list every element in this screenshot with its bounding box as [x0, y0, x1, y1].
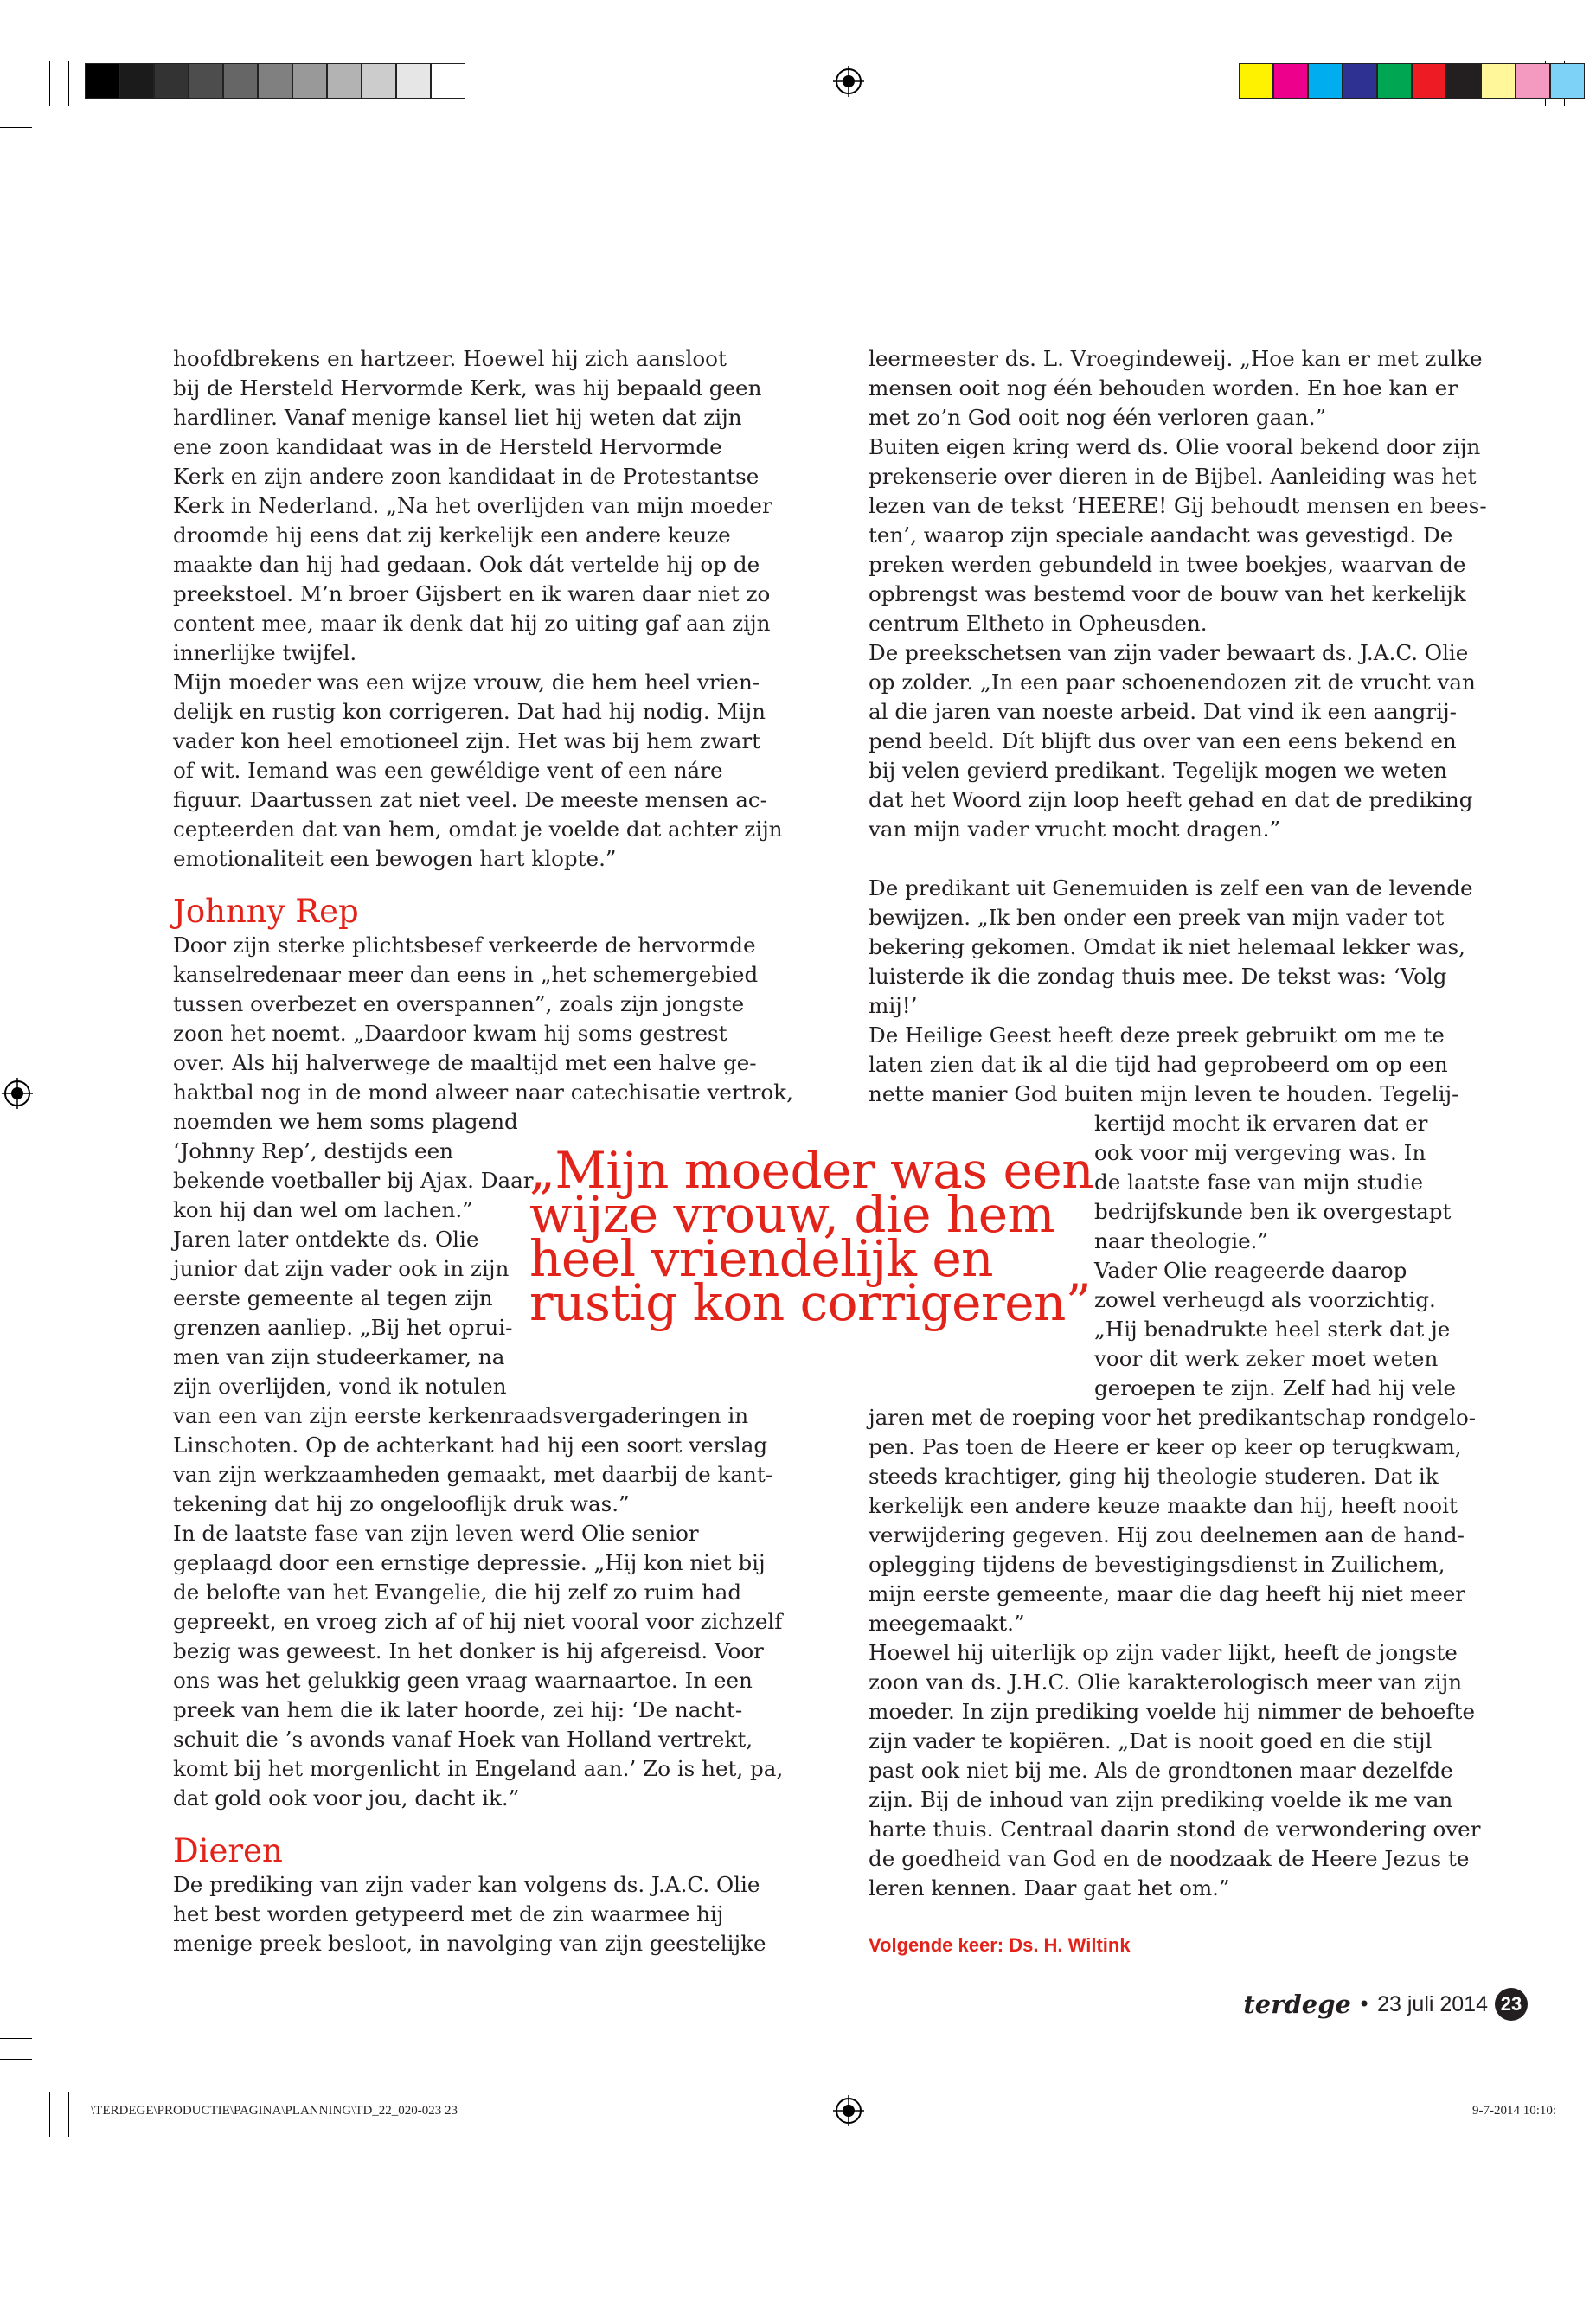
color-swatch — [1481, 63, 1516, 99]
text-line: grenzen aanliep. „Bij het oprui- — [173, 1315, 513, 1340]
right-column — [869, 344, 1487, 1903]
text-line: zoon van ds. J.H.C. Olie karakterologisch meer van zijn — [869, 1670, 1463, 1695]
text-line: droomde hij eens dat zij kerkelijk een andere keuze — [173, 522, 731, 548]
text-line: nette manier God buiten mijn leven te houden. Tegelij- — [869, 1081, 1459, 1106]
color-swatch — [119, 63, 154, 99]
right-column-paragraphs — [869, 344, 1487, 844]
right-column-paragraphs — [869, 1403, 1487, 1903]
text-line: Jaren later ontdekte ds. Olie — [173, 1227, 479, 1252]
text-line: mijn eerste gemeente, maar die dag heeft hij niet meer — [869, 1581, 1466, 1606]
registration-mark-icon — [833, 2095, 864, 2126]
heading-johnny-rep: Johnny Rep — [173, 893, 359, 930]
text-line: Buiten eigen kring werd ds. Olie vooral bekend door zijn — [869, 434, 1481, 459]
color-swatch — [1550, 63, 1585, 99]
text-line: centrum Eltheto in Opheusden. — [869, 611, 1208, 636]
next-time-note: Volgende keer: Ds. H. Wiltink — [869, 1934, 1131, 1956]
text-line: preek van hem die ik later hoorde, zei hij: ‘De nacht- — [173, 1697, 743, 1722]
text-line: maakte dan hij had gedaan. Ook dát vertelde hij op de — [173, 552, 760, 577]
color-swatch — [1412, 63, 1446, 99]
text-line: bekering gekomen. Omdat ik niet helemaal lekker was, — [869, 934, 1465, 959]
crop-mark — [49, 2092, 50, 2137]
color-swatch — [1377, 63, 1412, 99]
crop-mark — [49, 61, 50, 106]
text-line: pend beeld. Dít blijft dus over van een eens bekend en — [869, 728, 1457, 753]
page-footer — [1243, 1987, 1528, 2022]
registration-mark-icon — [2, 1078, 33, 1109]
heading-dieren: Dieren — [173, 1832, 283, 1869]
text-line: komt bij het morgenlicht in Engeland aan.’ Zo is het, pa, — [173, 1756, 784, 1781]
text-line: opbrengst was bestemd voor de bouw van het kerkelijk — [869, 581, 1466, 606]
text-line: tussen overbezet en overspannen”, zoals zijn jongste — [173, 991, 745, 1016]
text-line: luisterde ik die zondag thuis mee. De tekst was: ‘Volg — [869, 964, 1447, 989]
text-line: of wit. Iemand was een gewéldige vent of een náre — [173, 758, 723, 783]
text-line: hoofdbrekens en hartzeer. Hoewel hij zich aansloot — [173, 346, 727, 371]
text-line: laten zien dat ik al die tijd had geprobeerd om op een — [869, 1052, 1448, 1077]
text-line: schuit die ’s avonds vanaf Hoek van Holland vertrekt, — [173, 1727, 753, 1752]
color-swatch — [1273, 63, 1308, 99]
crop-mark — [68, 2092, 69, 2137]
color-swatch — [431, 63, 465, 99]
issue-date: 23 juli 2014 — [1377, 1991, 1488, 2016]
text-line: de laatste fase van mijn studie — [1094, 1170, 1424, 1195]
text-line: De Heilige Geest heeft deze preek gebruikt om me te — [869, 1022, 1445, 1048]
color-swatch — [223, 63, 258, 99]
crop-mark — [68, 61, 69, 106]
text-line: preken werden gebundeld in twee boekjes, waarvan de — [869, 552, 1466, 577]
text-line: harte thuis. Centraal daarin stond de verwondering over — [869, 1817, 1481, 1842]
color-swatch — [1446, 63, 1481, 99]
text-line: De predikant uit Genemuiden is zelf een van de levende — [869, 875, 1473, 901]
text-line: op zolder. „In een paar schoenendozen zit de vrucht van — [869, 670, 1476, 695]
text-line: Kerk en zijn andere zoon kandidaat in de Protestantse — [173, 464, 760, 489]
text-line: innerlijke twijfel. — [173, 640, 357, 665]
brand-logo: terdege — [1243, 1990, 1351, 2019]
text-line: De prediking van zijn vader kan volgens ds. J.A.C. Olie — [173, 1872, 760, 1897]
text-line: al die jaren van noeste arbeid. Dat vind ik een aangrij- — [869, 699, 1457, 724]
print-timestamp: 9-7-2014 10:10: — [1472, 2104, 1557, 2118]
crop-mark — [0, 127, 32, 128]
text-line: oplegging tijdens de bevestigingsdienst in Zuilichem, — [869, 1552, 1445, 1577]
text-line: kertijd mocht ik ervaren dat er — [1094, 1111, 1428, 1136]
text-line: eerste gemeente al tegen zijn — [173, 1285, 493, 1311]
color-swatch — [1516, 63, 1550, 99]
text-line: bij velen gevierd predikant. Tegelijk mogen we weten — [869, 758, 1447, 783]
text-line: bezig was geweest. In het donker is hij afgereisd. Voor — [173, 1638, 764, 1663]
page-number: 23 — [1495, 1988, 1528, 2021]
text-line: figuur. Daartussen zat niet veel. De meeste mensen ac- — [173, 787, 767, 812]
text-line: zowel verheugd als voorzichtig. — [1094, 1287, 1436, 1312]
text-line: ene zoon kandidaat was in de Hersteld Hervormde — [173, 434, 722, 459]
text-line: In de laatste fase van zijn leven werd Olie senior — [173, 1521, 699, 1546]
text-line: past ook niet bij me. Als de grondtonen maar dezelfde — [869, 1758, 1453, 1783]
color-swatch — [154, 63, 189, 99]
text-line: van een van zijn eerste kerkenraadsvergaderingen in — [173, 1403, 749, 1428]
text-line: pen. Pas toen de Heere er keer op keer op terugkwam, — [869, 1434, 1462, 1459]
text-line: Kerk in Nederland. „Na het overlijden van mijn moeder — [173, 493, 772, 518]
text-line: ‘Johnny Rep’, destijds een — [173, 1138, 453, 1163]
text-line: van mijn vader vrucht mocht dragen.” — [869, 817, 1281, 842]
pull-quote-line: „Mijn moeder was een — [529, 1141, 1094, 1200]
text-line: over. Als hij halverwege de maaltijd met een halve ge- — [173, 1050, 757, 1075]
text-line: zoon het noemt. „Daardoor kwam hij soms gestrest — [173, 1021, 727, 1046]
left-column-paragraphs — [173, 344, 793, 874]
text-line: de goedheid van God en de noodzaak de Heere Jezus te — [869, 1846, 1470, 1871]
right-column-paragraphs — [869, 874, 1487, 1109]
text-line: delijk en rustig kon corrigeren. Dat had hij nodig. Mijn — [173, 699, 766, 724]
text-line: steeds krachtiger, ging hij theologie studeren. Dat ik — [869, 1464, 1439, 1489]
text-line: emotionaliteit een bewogen hart klopte.” — [173, 846, 617, 871]
text-line: preekstoel. M’n broer Gijsbert en ik waren daar niet zo — [173, 581, 771, 606]
text-line: bekende voetballer bij Ajax. Daar — [173, 1168, 534, 1193]
text-line: mij!’ — [869, 993, 918, 1018]
text-line: menige preek besloot, in navolging van zijn geestelijke — [173, 1931, 766, 1956]
file-slug: \TERDEGE\PRODUCTIE\PAGINA\PLANNING\TD_22_020-023 23 — [91, 2104, 458, 2118]
right-column-narrow-paragraphs — [1094, 1109, 1487, 1403]
text-line: geroepen te zijn. Zelf had hij vele — [1094, 1375, 1457, 1400]
color-swatch — [1239, 63, 1273, 99]
text-line: haktbal nog in de mond alweer naar catechisatie vertrok, — [173, 1080, 793, 1105]
color-swatch — [396, 63, 431, 99]
text-line: ons was het gelukkig geen vraag waarnaartoe. In een — [173, 1668, 753, 1693]
text-line: meegemaakt.” — [869, 1611, 1025, 1636]
text-line: bij de Hersteld Hervormde Kerk, was hij bepaald geen — [173, 375, 762, 401]
crop-mark — [0, 2038, 32, 2039]
text-line: dat gold ook voor jou, dacht ik.” — [173, 1785, 520, 1811]
text-line: gepreekt, en vroeg zich af of hij niet vooral voor zichzelf — [173, 1609, 783, 1634]
pull-quote — [529, 1141, 1094, 1332]
text-line: junior dat zijn vader ook in zijn — [173, 1256, 510, 1281]
text-line: moeder. In zijn prediking voelde hij nimmer de behoefte — [869, 1699, 1475, 1724]
text-line: leermeester ds. L. Vroegindeweij. „Hoe kan er met zulke — [869, 346, 1483, 371]
text-line: geplaagd door een ernstige depressie. „Hij kon niet bij — [173, 1550, 766, 1575]
text-line: ook voor mij vergeving was. In — [1094, 1140, 1426, 1165]
pull-quote-line: heel vriendelijk en — [529, 1229, 994, 1288]
crop-mark — [0, 2059, 32, 2060]
text-line: vader kon heel emotioneel zijn. Het was bij hem zwart — [173, 728, 760, 753]
text-line: voor dit werk zeker moet weten — [1094, 1346, 1439, 1371]
text-line: zijn vader te kopiëren. „Dat is nooit goed en die stijl — [869, 1728, 1433, 1753]
text-line: jaren met de roeping voor het predikantschap rondgelo- — [869, 1405, 1477, 1430]
text-line: Door zijn sterke plichtsbesef verkeerde de hervormde — [173, 933, 756, 958]
text-line: met zo’n God ooit nog één verloren gaan.” — [869, 405, 1327, 430]
left-column-paragraphs — [173, 931, 793, 1813]
text-line: tekening dat hij zo ongelooflijk druk was.” — [173, 1491, 630, 1516]
text-line: naar theologie.” — [1094, 1228, 1269, 1253]
text-line: hardliner. Vanaf menige kansel liet hij weten dat zijn — [173, 405, 742, 430]
text-line: cepteerden dat van hem, omdat je voelde dat achter zijn — [173, 817, 783, 842]
color-swatch — [327, 63, 362, 99]
text-line: bedrijfskunde ben ik overgestapt — [1094, 1199, 1452, 1224]
text-line: van zijn werkzaamheden gemaakt, met daarbij de kant- — [173, 1462, 773, 1487]
text-line: kanselredenaar meer dan eens in „het schemergebied — [173, 962, 759, 987]
text-line: mensen ooit nog één behouden worden. En hoe kan er — [869, 375, 1458, 401]
color-swatch — [189, 63, 223, 99]
text-line: content mee, maar ik denk dat hij zo uiting gaf aan zijn — [173, 611, 771, 636]
color-swatch — [85, 63, 119, 99]
text-line: kerkelijk een andere keuze maakte dan hij, heeft nooit — [869, 1493, 1458, 1518]
text-line: Linschoten. Op de achterkant had hij een soort verslag — [173, 1433, 768, 1458]
pull-quote-line: wijze vrouw, die hem — [529, 1185, 1055, 1244]
color-swatch — [258, 63, 292, 99]
text-line: prekenserie over dieren in de Bijbel. Aanleiding was het — [869, 464, 1477, 489]
color-swatch — [1343, 63, 1377, 99]
left-column-paragraphs — [173, 1870, 793, 1958]
text-line: dat het Woord zijn loop heeft gehad en dat de prediking — [869, 787, 1473, 812]
color-swatch — [292, 63, 327, 99]
color-swatch — [1308, 63, 1343, 99]
text-line: Hoewel hij uiterlijk op zijn vader lijkt, heeft de jongste — [869, 1640, 1458, 1665]
text-line: leren kennen. Daar gaat het om.” — [869, 1875, 1230, 1900]
text-line: de belofte van het Evangelie, die hij zelf zo ruim had — [173, 1580, 742, 1605]
text-line: Mijn moeder was een wijze vrouw, die hem heel vrien- — [173, 670, 760, 695]
text-line: Vader Olie reageerde daarop — [1094, 1258, 1407, 1283]
text-line: „Hij benadrukte heel sterk dat je — [1094, 1317, 1451, 1342]
text-line: men van zijn studeerkamer, na — [173, 1344, 505, 1369]
text-line: noemden we hem soms plagend — [173, 1109, 518, 1134]
color-swatch — [362, 63, 396, 99]
text-line: ten’, waarop zijn speciale aandacht was gevestigd. De — [869, 522, 1453, 548]
registration-mark-icon — [833, 66, 864, 97]
text-line: het best worden getypeerd met de zin waarmee hij — [173, 1901, 724, 1926]
text-line: verwijdering gegeven. Hij zou deelnemen aan de hand- — [869, 1522, 1465, 1548]
pull-quote-line: rustig kon corrigeren” — [529, 1273, 1092, 1332]
text-line: lezen van de tekst ‘HEERE! Gij behoudt mensen en bees- — [869, 493, 1487, 518]
text-line: bewijzen. „Ik ben onder een preek van mijn vader tot — [869, 905, 1445, 930]
text-line: zijn overlijden, vond ik notulen — [173, 1374, 507, 1399]
text-line: kon hij dan wel om lachen.” — [173, 1197, 473, 1222]
text-line: zijn. Bij de inhoud van zijn prediking voelde ik me van — [869, 1787, 1453, 1812]
text-line: De preekschetsen van zijn vader bewaart ds. J.A.C. Olie — [869, 640, 1469, 665]
footer-separator: • — [1357, 1992, 1371, 2016]
